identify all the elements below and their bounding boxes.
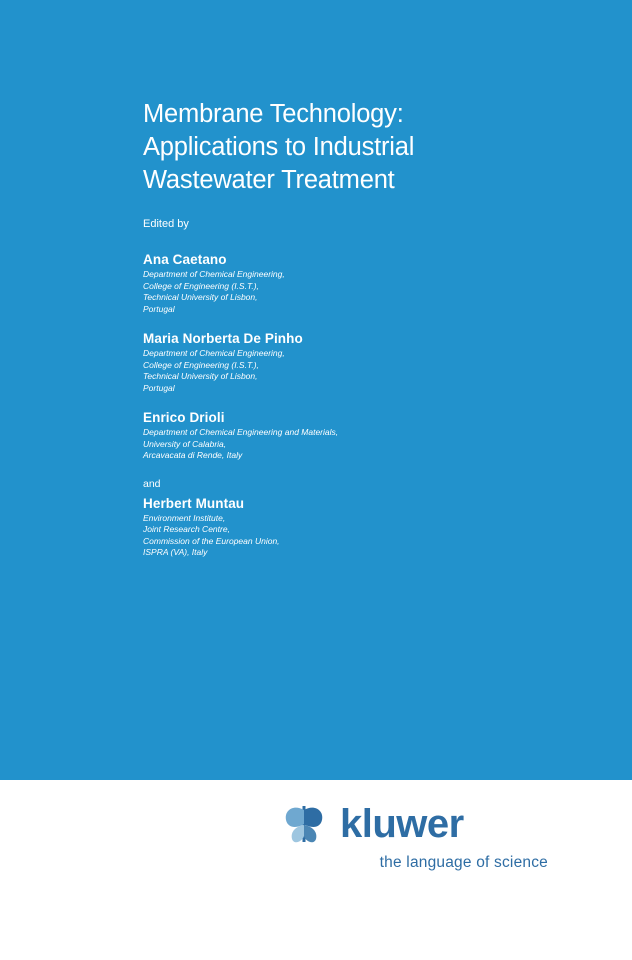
editor-affiliation — [143, 427, 493, 462]
editor-entry — [143, 496, 493, 559]
affiliation-line: Department of Chemical Engineering, — [143, 348, 285, 358]
publisher-tagline: the language of science — [379, 854, 548, 871]
affiliation-line: College of Engineering (I.S.T.), — [143, 359, 259, 370]
edited-by-label: Edited by — [143, 218, 189, 230]
affiliation-line: University of Calabria, — [143, 438, 227, 449]
title-line-2: Applications to Industrial — [143, 133, 415, 161]
editor-entry — [143, 410, 493, 462]
affiliation-line: Department of Chemical Engineering, — [143, 269, 285, 279]
editors-section — [143, 218, 493, 575]
and-label: and — [143, 477, 161, 490]
publisher-name: kluwer — [340, 802, 464, 846]
affiliation-line: Joint Research Centre, — [143, 524, 230, 534]
affiliation-line: ISPRA (VA), Italy — [143, 547, 208, 557]
editor-entry — [143, 252, 493, 315]
title-line-3: Wastewater Treatment — [143, 166, 395, 194]
editor-affiliation — [143, 513, 493, 559]
editor-name: Maria Norberta De Pinho — [143, 331, 303, 346]
title-line-1: Membrane Technology: — [143, 100, 404, 128]
publisher-logo-row — [280, 800, 580, 848]
publisher-logo — [280, 800, 580, 890]
affiliation-line: Technical University of Lisbon, — [143, 371, 258, 381]
affiliation-line: Commission of the European Union, — [143, 535, 280, 546]
editor-entry — [143, 331, 493, 394]
affiliation-line: Department of Chemical Engineering and Materials, — [143, 427, 339, 437]
editor-affiliation — [143, 269, 493, 315]
editor-name: Ana Caetano — [143, 252, 227, 267]
affiliation-line: Portugal — [143, 382, 175, 393]
kluwer-butterfly-icon — [280, 800, 328, 848]
editor-affiliation — [143, 348, 493, 394]
affiliation-line: Technical University of Lisbon, — [143, 292, 258, 302]
affiliation-line: Environment Institute, — [143, 512, 226, 523]
book-title — [143, 98, 543, 197]
affiliation-line: Portugal — [143, 303, 175, 314]
affiliation-line: College of Engineering (I.S.T.), — [143, 280, 259, 291]
editor-name: Enrico Drioli — [143, 410, 225, 425]
affiliation-line: Arcavacata di Rende, Italy — [143, 450, 243, 460]
editor-name: Herbert Muntau — [143, 495, 245, 511]
